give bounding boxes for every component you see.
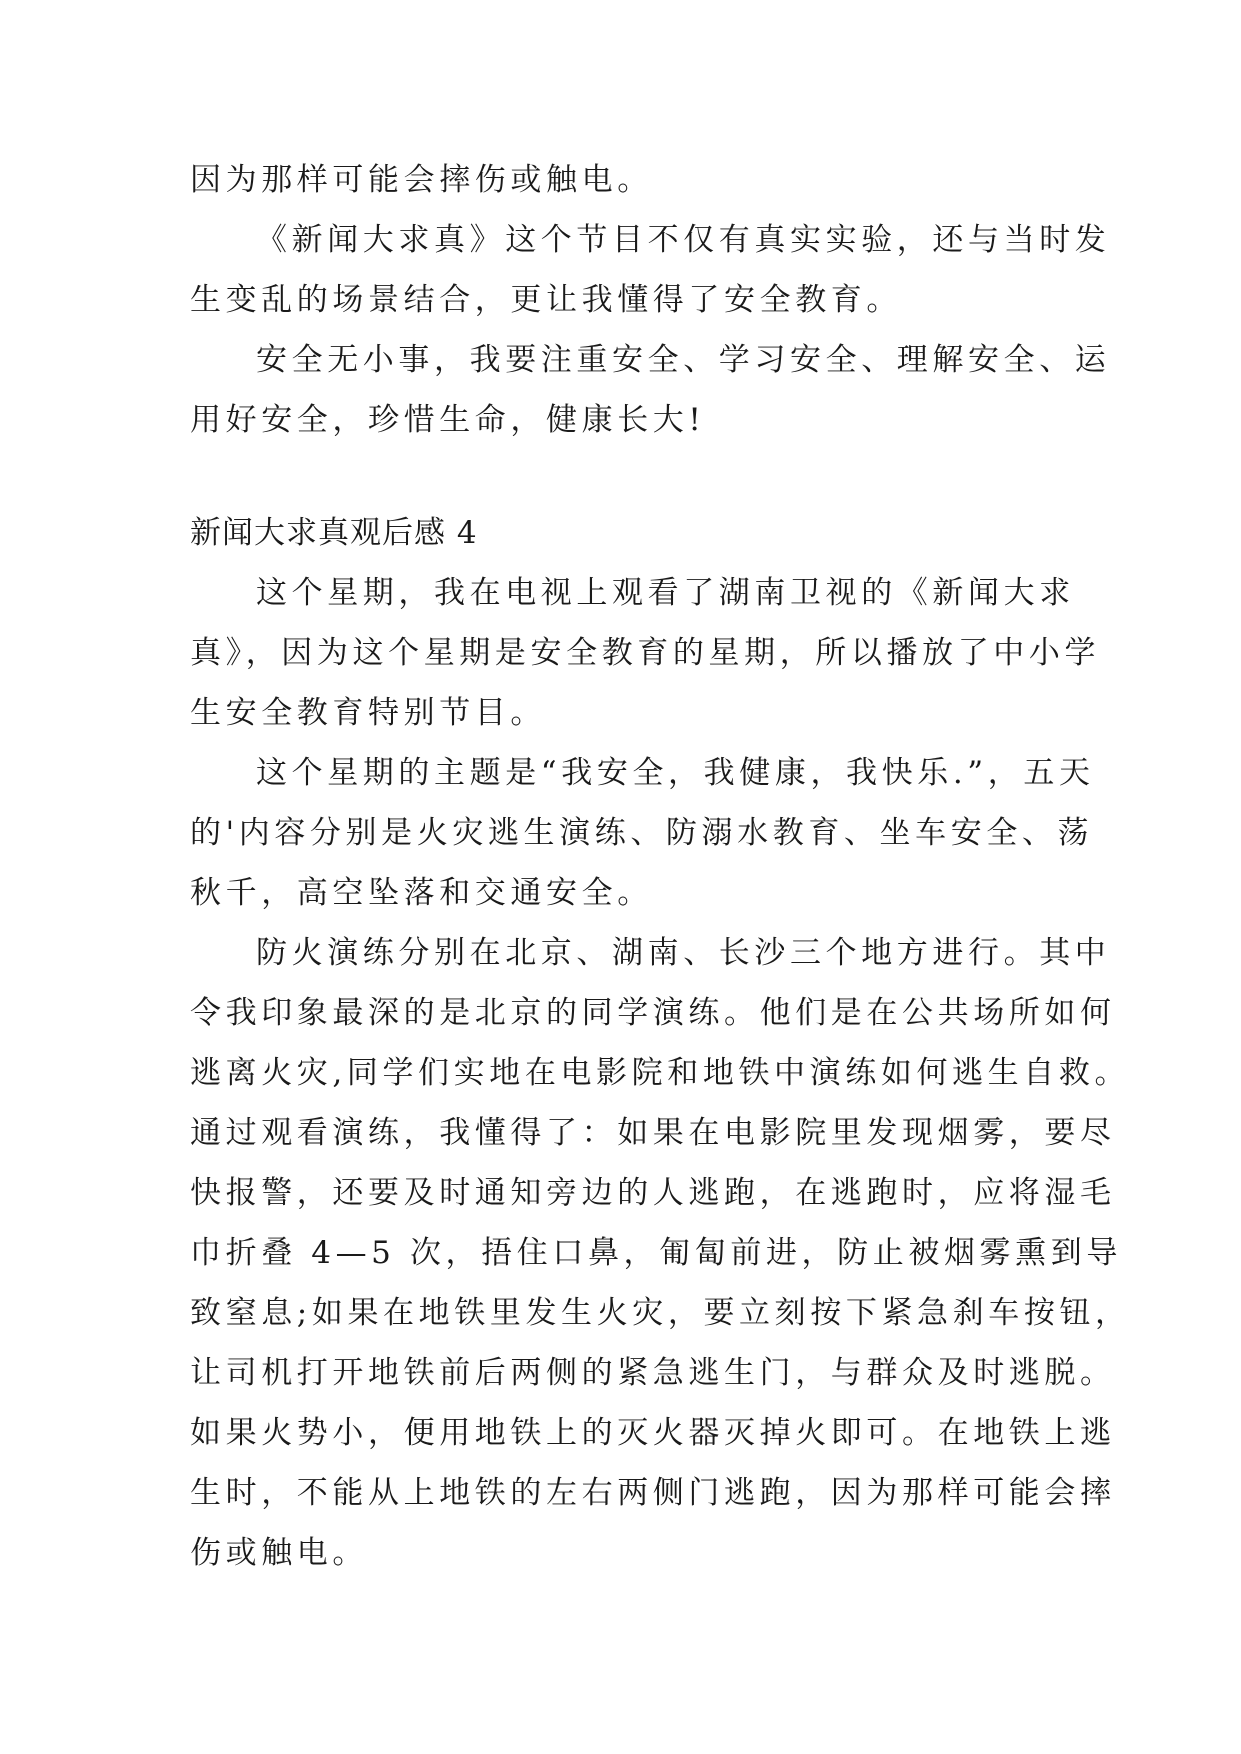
paragraph-first-line: 《新闻大求真》这个节目不仅有真实实验，还与当时发: [256, 222, 1111, 258]
text-line: 如果火势小，便用地铁上的灭火器灭掉火即可。在地铁上逃: [190, 1415, 1116, 1451]
text-line: 真》，因为这个星期是安全教育的星期，所以播放了中小学: [190, 635, 1101, 671]
paragraph-first-line: 这个星期的主题是“我安全，我健康，我快乐.”，五天: [256, 755, 1095, 791]
text-line: 生时，不能从上地铁的左右两侧门逃跑，因为那样可能会摔: [190, 1475, 1116, 1511]
paragraph-first-line: 这个星期，我在电视上观看了湖南卫视的《新闻大求: [256, 575, 1075, 611]
text-line: 逃离火灾,同学们实地在电影院和地铁中演练如何逃生自救。: [190, 1055, 1131, 1091]
text-line: 巾折叠 4—5 次，捂住口鼻，匍匐前进，防止被烟雾熏到导: [190, 1235, 1122, 1271]
text-line: 生安全教育特别节目。: [190, 695, 546, 731]
text-line: 因为那样可能会摔伤或触电。: [190, 162, 653, 198]
paragraph-first-line: 安全无小事，我要注重安全、学习安全、理解安全、运: [256, 342, 1111, 378]
paragraph-first-line: 防火演练分别在北京、湖南、长沙三个地方进行。其中: [256, 935, 1111, 971]
text-line: 生变乱的场景结合，更让我懂得了安全教育。: [190, 282, 902, 318]
text-line: 让司机打开地铁前后两侧的紧急逃生门，与群众及时逃脱。: [190, 1355, 1116, 1391]
section-heading: 新闻大求真观后感 4: [190, 515, 478, 551]
text-line: 令我印象最深的是北京的同学演练。他们是在公共场所如何: [190, 995, 1116, 1031]
text-line: 秋千，高空坠落和交通安全。: [190, 875, 653, 911]
text-line: 通过观看演练，我懂得了：如果在电影院里发现烟雾，要尽: [190, 1115, 1116, 1151]
text-line: 致窒息;如果在地铁里发生火灾，要立刻按下紧急刹车按钮，: [190, 1295, 1131, 1331]
text-line: 的'内容分别是火灾逃生演练、防溺水教育、坐车安全、荡: [190, 815, 1094, 851]
text-line: 用好安全，珍惜生命，健康长大!: [190, 402, 706, 438]
text-line: 伤或触电。: [190, 1535, 368, 1571]
text-line: 快报警，还要及时通知旁边的人逃跑，在逃跑时，应将湿毛: [190, 1175, 1116, 1211]
